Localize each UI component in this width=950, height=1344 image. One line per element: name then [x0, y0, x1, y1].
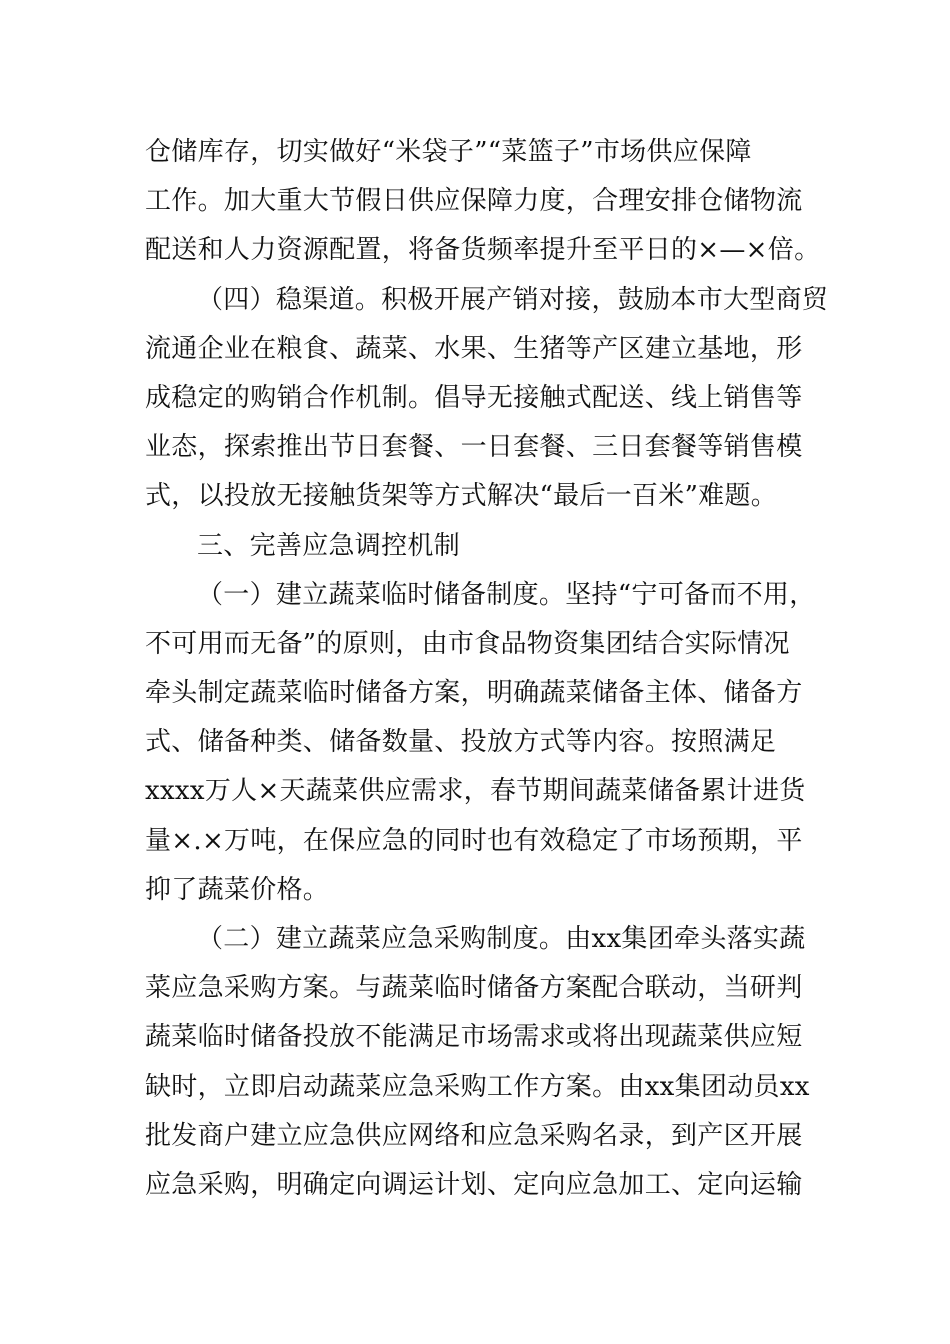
text-line: 不可用而无备”的原则，由市食品物资集团结合实际情况	[145, 628, 790, 659]
text-line: 成稳定的购销合作机制。倡导无接触式配送、线上销售等	[145, 382, 803, 413]
subsection-two-heading-line: （二）建立蔬菜应急采购制度。由xx集团牵头落实蔬	[197, 924, 806, 954]
section-four-heading-line: （四）稳渠道。积极开展产销对接，鼓励本市大型商贸	[197, 284, 829, 315]
text-line: 牵头制定蔬菜临时储备方案，明确蔬菜储备主体、储备方	[145, 678, 803, 709]
text-line: 工作。加大重大节假日供应保障力度，合理安排仓储物流	[145, 186, 803, 217]
text-line: 蔬菜临时储备投放不能满足市场需求或将出现蔬菜供应短	[145, 1022, 803, 1053]
text-line: 式、储备种类、储备数量、投放方式等内容。按照满足	[145, 727, 777, 758]
text-line: 配送和人力资源配置，将备货频率提升至平日的×—×倍。	[145, 235, 821, 266]
text-line: 仓储库存，切实做好“米袋子”“菜篮子”市场供应保障	[145, 137, 752, 167]
text-line: 式，以投放无接触货架等方式解决“最后一百米”难题。	[145, 481, 778, 512]
text-line: 菜应急采购方案。与蔬菜临时储备方案配合联动，当研判	[145, 973, 803, 1004]
text-line: 流通企业在粮食、蔬菜、水果、生猪等产区建立基地，形	[145, 333, 803, 364]
text-line: xxxx万人×天蔬菜供应需求，春节期间蔬菜储备累计进货	[145, 776, 806, 807]
text-line: 业态，探索推出节日套餐、一日套餐、三日套餐等销售模	[145, 432, 803, 463]
section-three-heading: 三、完善应急调控机制	[197, 530, 461, 561]
text-line: 抑了蔬菜价格。	[145, 874, 330, 905]
text-line: 批发商户建立应急供应网络和应急采购名录，到产区开展	[145, 1120, 803, 1151]
text-line: 量×.×万吨，在保应急的同时也有效稳定了市场预期，平	[145, 825, 803, 856]
document-body	[145, 128, 829, 1210]
subsection-one-heading-line: （一）建立蔬菜临时储备制度。坚持“宁可备而不用，	[197, 579, 816, 610]
text-line: 缺时，立即启动蔬菜应急采购工作方案。由xx集团动员xx	[145, 1071, 810, 1102]
text-line: 应急采购，明确定向调运计划、定向应急加工、定向运输	[145, 1169, 803, 1200]
